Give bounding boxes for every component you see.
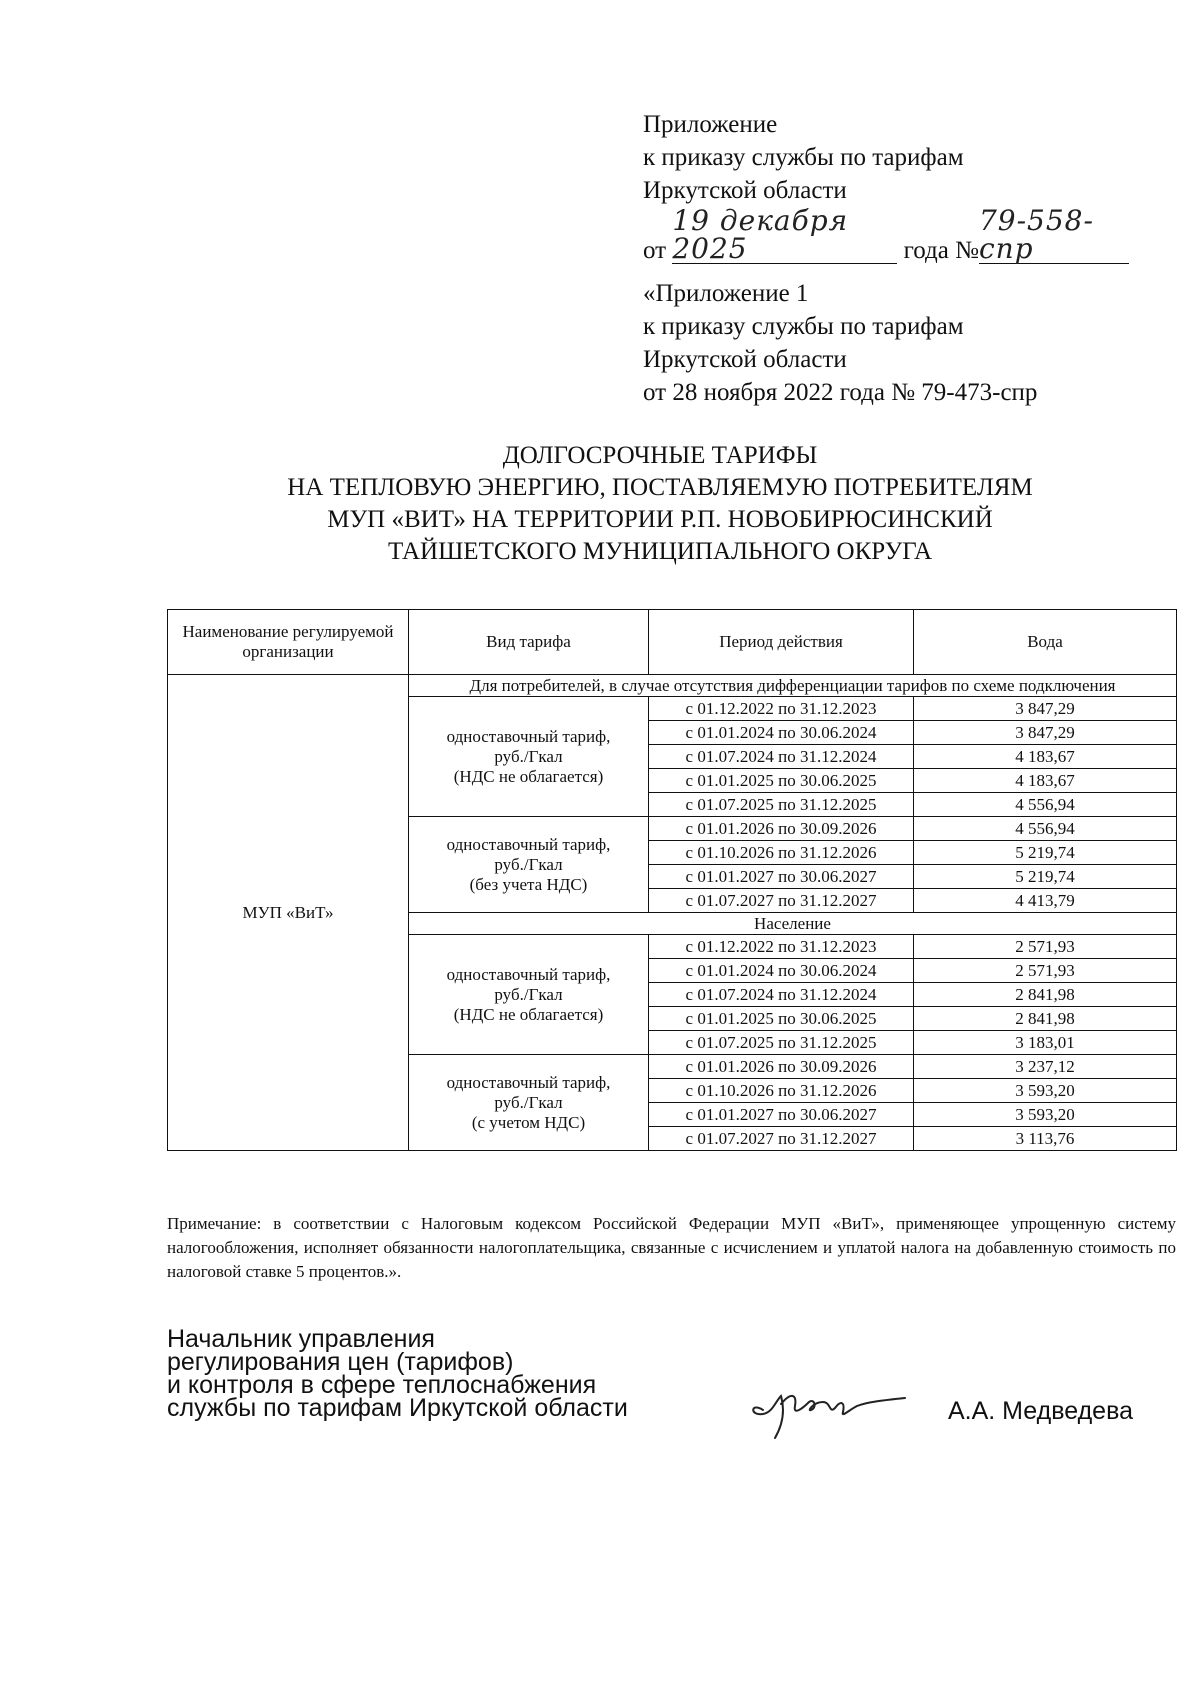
tariff-type-cell [409,817,649,913]
period-cell: с 01.01.2025 по 30.06.2025 [649,769,914,793]
year-word: года № [903,237,979,264]
table-header-row [168,610,1177,675]
signatory-name: А.А. Медведева [948,1397,1133,1425]
appendix-line3: Иркутской области [643,177,847,204]
period-cell: с 01.07.2027 по 31.12.2027 [649,889,914,913]
water-value-cell: 4 183,67 [914,769,1177,793]
tariff-type-line: (НДС не облагается) [453,766,604,786]
water-value-cell: 3 593,20 [914,1103,1177,1127]
period-cell: с 01.12.2022 по 31.12.2023 [649,935,914,959]
handwritten-date: 19 декабря 2025 [672,207,897,264]
water-value-cell: 3 237,12 [914,1055,1177,1079]
period-cell: с 01.01.2025 по 30.06.2025 [649,1007,914,1031]
table-body [168,675,1177,1151]
appendix1-line2: к приказу службы по тарифам [643,313,964,340]
period-cell: с 01.07.2025 по 31.12.2025 [649,793,914,817]
date-prefix: от [643,237,667,264]
title-line2: НА ТЕПЛОВУЮ ЭНЕРГИЮ, ПОСТАВЛЯЕМУЮ ПОТРЕБИТЕЛЯМ [287,474,1033,501]
appendix-line1: Приложение [643,111,778,138]
header-tariff: Вид тарифа [409,610,649,675]
water-value-cell: 4 556,94 [914,817,1177,841]
appendix1-header [643,277,1037,409]
water-value-cell: 3 113,76 [914,1127,1177,1151]
signatory-position [167,1325,628,1422]
tariff-type-line: (НДС не облагается) [453,1004,604,1024]
appendix-line2: к приказу службы по тарифам [643,144,964,171]
water-value-cell: 3 183,01 [914,1031,1177,1055]
water-value-cell: 4 183,67 [914,745,1177,769]
handwritten-signature [745,1372,915,1447]
period-cell: с 01.01.2027 по 30.06.2027 [649,865,914,889]
section-population: Население [409,913,1177,935]
tariff-type-line: руб./Гкал [494,1092,563,1112]
period-cell: с 01.07.2024 по 31.12.2024 [649,983,914,1007]
period-cell: с 01.01.2027 по 30.06.2027 [649,1103,914,1127]
water-value-cell: 3 847,29 [914,721,1177,745]
water-value-cell: 2 841,98 [914,983,1177,1007]
period-cell: с 01.07.2025 по 31.12.2025 [649,1031,914,1055]
period-cell: с 01.07.2027 по 31.12.2027 [649,1127,914,1151]
position-line2: регулирования цен (тарифов) [167,1348,514,1376]
water-value-cell: 2 841,98 [914,1007,1177,1031]
appendix-header [643,108,1129,267]
tariff-type-cell [409,935,649,1055]
position-line4: службы по тарифам Иркутской области [167,1394,628,1422]
title-line4: ТАЙШЕТСКОГО МУНИЦИПАЛЬНОГО ОКРУГА [387,538,933,565]
position-line3: и контроля в сфере теплоснабжения [167,1371,597,1399]
document-title [160,440,1160,568]
header-period: Период действия [649,610,914,675]
title-line3: МУП «ВИТ» НА ТЕРРИТОРИИ Р.П. НОВОБИРЮСИНСКИЙ [327,506,993,533]
water-value-cell: 5 219,74 [914,865,1177,889]
water-value-cell: 5 219,74 [914,841,1177,865]
period-cell: с 01.01.2026 по 30.09.2026 [649,817,914,841]
tariff-type-cell [409,1055,649,1151]
period-cell: с 01.12.2022 по 31.12.2023 [649,697,914,721]
appendix1-line1: «Приложение 1 [643,280,809,307]
tariff-type-line: (с учетом НДС) [471,1112,586,1132]
water-value-cell: 3 593,20 [914,1079,1177,1103]
water-value-cell: 4 413,79 [914,889,1177,913]
section-consumers: Для потребителей, в случае отсутствия дифференциации тарифов по схеме подключения [409,675,1177,697]
water-value-cell: 4 556,94 [914,793,1177,817]
position-line1: Начальник управления [167,1325,435,1353]
water-value-cell: 2 571,93 [914,935,1177,959]
water-value-cell: 2 571,93 [914,959,1177,983]
org-name-cell: МУП «ВиТ» [168,675,409,1151]
period-cell: с 01.10.2026 по 31.12.2026 [649,841,914,865]
header-org: Наименование регулируемой организации [168,610,409,675]
period-cell: с 01.01.2024 по 30.06.2024 [649,959,914,983]
period-cell: с 01.01.2024 по 30.06.2024 [649,721,914,745]
tariff-type-line: руб./Гкал [494,746,563,766]
appendix1-line3: Иркутской области [643,346,847,373]
tariff-type-line: одноставочный тариф, [446,1072,611,1092]
tariff-type-line: (без учета НДС) [469,874,588,894]
period-cell: с 01.10.2026 по 31.12.2026 [649,1079,914,1103]
tariff-type-line: руб./Гкал [494,984,563,1004]
tariff-type-line: одноставочный тариф, [446,726,611,746]
tariff-type-line: руб./Гкал [494,854,563,874]
tariff-type-line: одноставочный тариф, [446,834,611,854]
handwritten-number: 79-558-спр [979,207,1129,264]
title-line1: ДОЛГОСРОЧНЫЕ ТАРИФЫ [502,442,818,469]
tariff-type-line: одноставочный тариф, [446,964,611,984]
table-note: Примечание: в соответствии с Налоговым кодексом Российской Федерации МУП «ВиТ», применяющее упрощенную систему налогообложения, исполняет обязанности налогоплательщика, связанные с исчислением и уплатой налога на добавленную стоимость по налоговой ставке 5 процентов.». [167,1214,1176,1281]
appendix1-line4: от 28 ноября 2022 года № 79-473-спр [643,379,1038,406]
water-value-cell: 3 847,29 [914,697,1177,721]
section-row [168,675,1177,697]
tariff-table [167,609,1177,1151]
tariff-type-cell [409,697,649,817]
header-water: Вода [914,610,1177,675]
appendix-date-line [643,204,1129,267]
period-cell: с 01.01.2026 по 30.09.2026 [649,1055,914,1079]
period-cell: с 01.07.2024 по 31.12.2024 [649,745,914,769]
